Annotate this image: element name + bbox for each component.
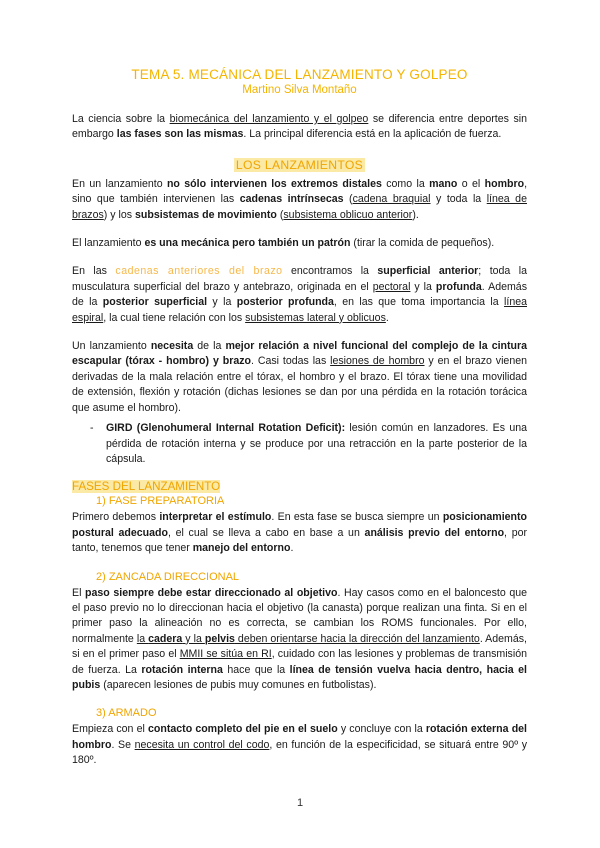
intro-paragraph: La ciencia sobre la biomecánica del lanzamiento y el golpeo se diferencia entre deportes sin embargo las fases son las mismas. La principal diferencia está en la aplicación de fuerza. [72, 113, 527, 141]
paragraph-patron: El lanzamiento es una mecánica pero también un patrón (tirar la comida de pequeños). [72, 237, 495, 250]
section-heading-fases: FASES DEL LANZAMIENTO [72, 480, 221, 494]
underlined-term: biomecánica del lanzamiento y el golpeo [169, 113, 369, 125]
subheading-zancada-direccional: 2) ZANCADA DIRECCIONAL [96, 570, 240, 583]
subheading-armado: 3) ARMADO [96, 707, 157, 720]
bold-term: las fases son las mismas [116, 128, 244, 141]
document-page [72, 66, 527, 782]
paragraph-fase-preparatoria: Primero debemos interpretar el estímulo. En esta fase se busca siempre un posicionamiento postural adecuado, el cual se lleva a cabo en base a un análisis previo del entorno, por tanto, tenemos que tener manejo del entorno. [72, 511, 528, 555]
section-heading-lanzamientos: LOS LANZAMIENTOS [235, 157, 364, 172]
bullet-dash: - [90, 422, 94, 435]
bullet-gird: - GIRD (Glenohumeral Internal Rotation Deficit): lesión común en lanzadores. Es una pérdida de rotación interna y se produce por una retracción en la parte posterior de la cápsula. [90, 421, 527, 467]
highlighted-term: cadenas anteriores del brazo [115, 265, 283, 278]
document-title: TEMA 5. MECÁNICA DEL LANZAMIENTO Y GOLPEO [131, 67, 468, 82]
subheading-fase-preparatoria: 1) FASE PREPARATORIA [96, 495, 225, 508]
paragraph-extremos: En un lanzamiento no sólo intervienen los extremos distales como la mano o el hombro, sino que también intervienen las cadenas intrínsecas (cadena braquial y toda la línea de brazos) y los subsistemas de movimiento (subsistema oblicuo anterior). [72, 177, 528, 221]
paragraph-cadenas: En las cadenas anteriores del brazo encontramos la superficial anterior; toda la musculatura superficial del brazo y antebrazo, originada en el pectoral y la profunda. Además de la posterior superficial y la posterior profunda, en las que toma importancia la línea espiral, la cual tiene relación con los subsistemas lateral y oblicuos. [72, 265, 528, 324]
document-author: Martino Silva Montaño [242, 84, 357, 96]
paragraph-zancada-direccional: El paso siempre debe estar direccionado al objetivo. Hay casos como en el baloncesto que el paso previo no lo direccionan hacia el objetivo (la canasta) porque realizan una finta. Si en el primer paso la alineación no es correcta, se cambian los ROMS funcionales. Por ello, normalmente la cadera y la pelvis deben orientarse hacia la dirección del lanzamiento. Además, si en el primer paso el MMII se sitúa en RI, cuidado con las lesiones y problemas de transmisión de fuerza. La rotación interna hace que la línea de tensión vuelva hacia dentro, hacia el pubis (aparecen lesiones de pubis muy comunes en futbolistas). [72, 586, 527, 691]
paragraph-cintura-escapular: Un lanzamiento necesita de la mejor relación a nivel funcional del complejo de la cintura escapular (tórax - hombro) y brazo. Casi todas las lesiones de hombro y en el brazo vienen derivadas de la mala relación entre el tórax, el hombro y el brazo. El tórax tiene una movilidad de extensión, flexión y rotación (dichas lesiones se dan por una pérdida en la rotación torácica que asume el hombro). [72, 340, 528, 414]
paragraph-armado: Empieza con el contacto completo del pie en el suelo y concluye con la rotación externa del hombro. Se necesita un control del codo, en función de la especificidad, se situará entre 90º y 180º. [72, 723, 528, 767]
page-number: 1 [296, 797, 304, 809]
